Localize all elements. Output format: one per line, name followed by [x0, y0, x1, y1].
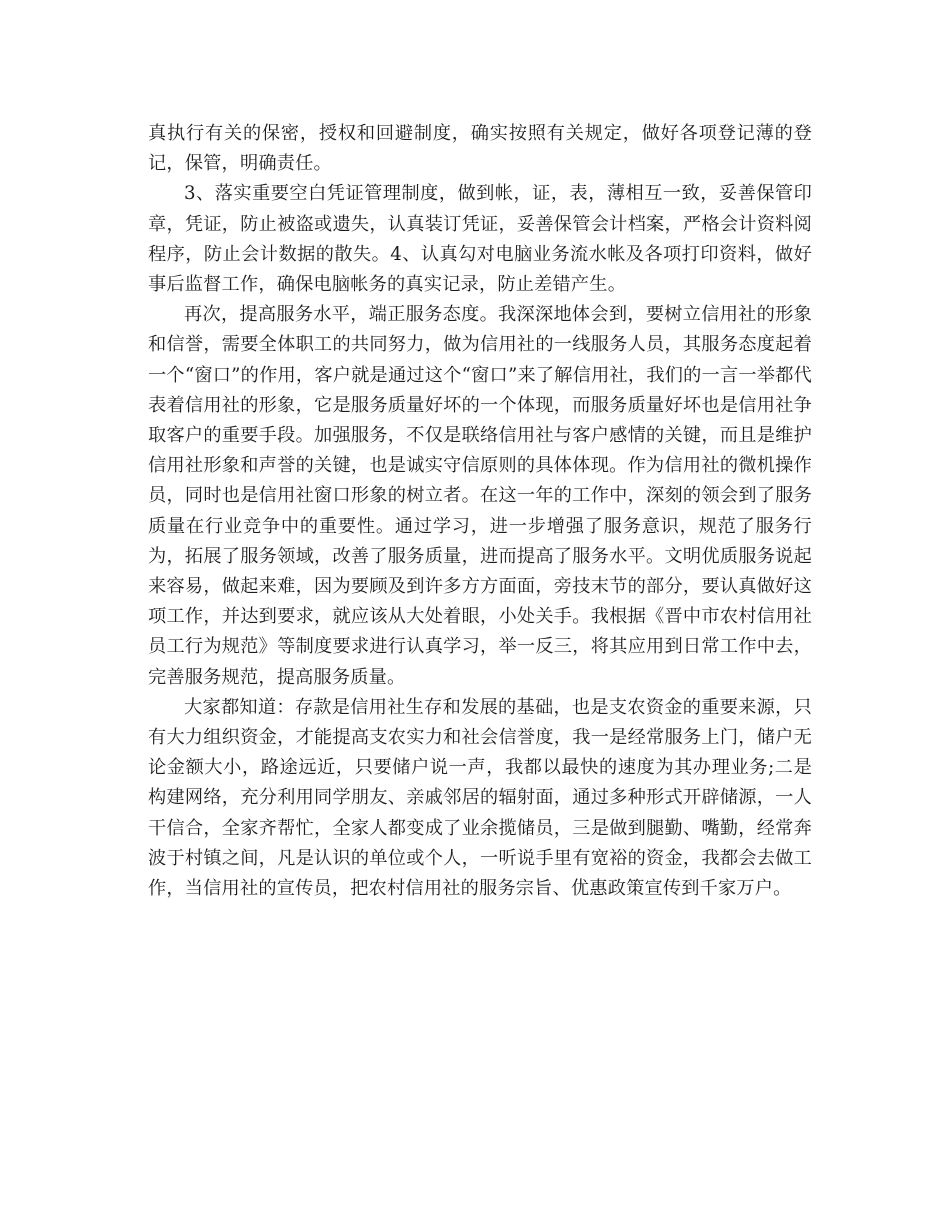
- paragraph-continuation: 真执行有关的保密，授权和回避制度，确实按照有关规定，做好各项登记薄的登记，保管，明确责任。: [148, 123, 812, 175]
- paragraph-voucher-management: 3、落实重要空白凭证管理制度，做到帐，证，表，薄相互一致，妥善保管印章，凭证，防止被盗或遗失，认真装订凭证，妥善保管会计档案，严格会计资料阅程序，防止会计数据的散失。4、认真勾对电脑业务流水帐及各项打印资料，做好事后监督工作，确保电脑帐务的真实记录，防止差错产生。: [148, 183, 812, 296]
- paragraph-service-quality: 再次，提高服务水平，端正服务态度。我深深地体会到，要树立信用社的形象和信誉，需要全体职工的共同努力，做为信用社的一线服务人员，其服务态度起着一个“窗口”的作用，客户就是通过这个“窗口”来了解信用社，我们的一言一举都代表着信用社的形象，它是服务质量好坏的一个体现，而服务质量好坏也是信用社争取客户的重要手段。加强服务，不仅是联络信用社与客户感情的关键，而且是维护信用社形象和声誉的关键，也是诚实守信原则的具体体现。作为信用社的微机操作员，同时也是信用社窗口形象的树立者。在这一年的工作中，深刻的领会到了服务质量在行业竞争中的重要性。通过学习，进一步增强了服务意识，规范了服务行为，拓展了服务领域，改善了服务质量，进而提高了服务水平。文明优质服务说起来容易，做起来难，因为要顾及到许多方方面面，旁技末节的部分，要认真做好这项工作，并达到要求，就应该从大处着眼，小处关手。我根据《晋中市农村信用社员工行为规范》等制度要求进行认真学习，举一反三，将其应用到日常工作中去，完善服务规范，提高服务质量。: [148, 304, 812, 688]
- paragraph-deposits: 大家都知道：存款是信用社生存和发展的基础，也是支农资金的重要来源，只有大力组织资金，才能提高支农实力和社会信誉度，我一是经常服务上门，储户无论金额大小，路途远近，只要储户说一声，我都以最快的速度为其办理业务;二是构建网络，充分利用同学朋友、亲戚邻居的辐射面，通过多种形式开辟储源，一人干信合，全家齐帮忙，全家人都变成了业余揽储员，三是做到腿勤、嘴勤，经常奔波于村镇之间，凡是认识的单位或个人，一听说手里有宽裕的资金，我都会去做工作，当信用社的宣传员，把农村信用社的服务宗旨、优惠政策宣传到千家万户。: [148, 696, 812, 900]
